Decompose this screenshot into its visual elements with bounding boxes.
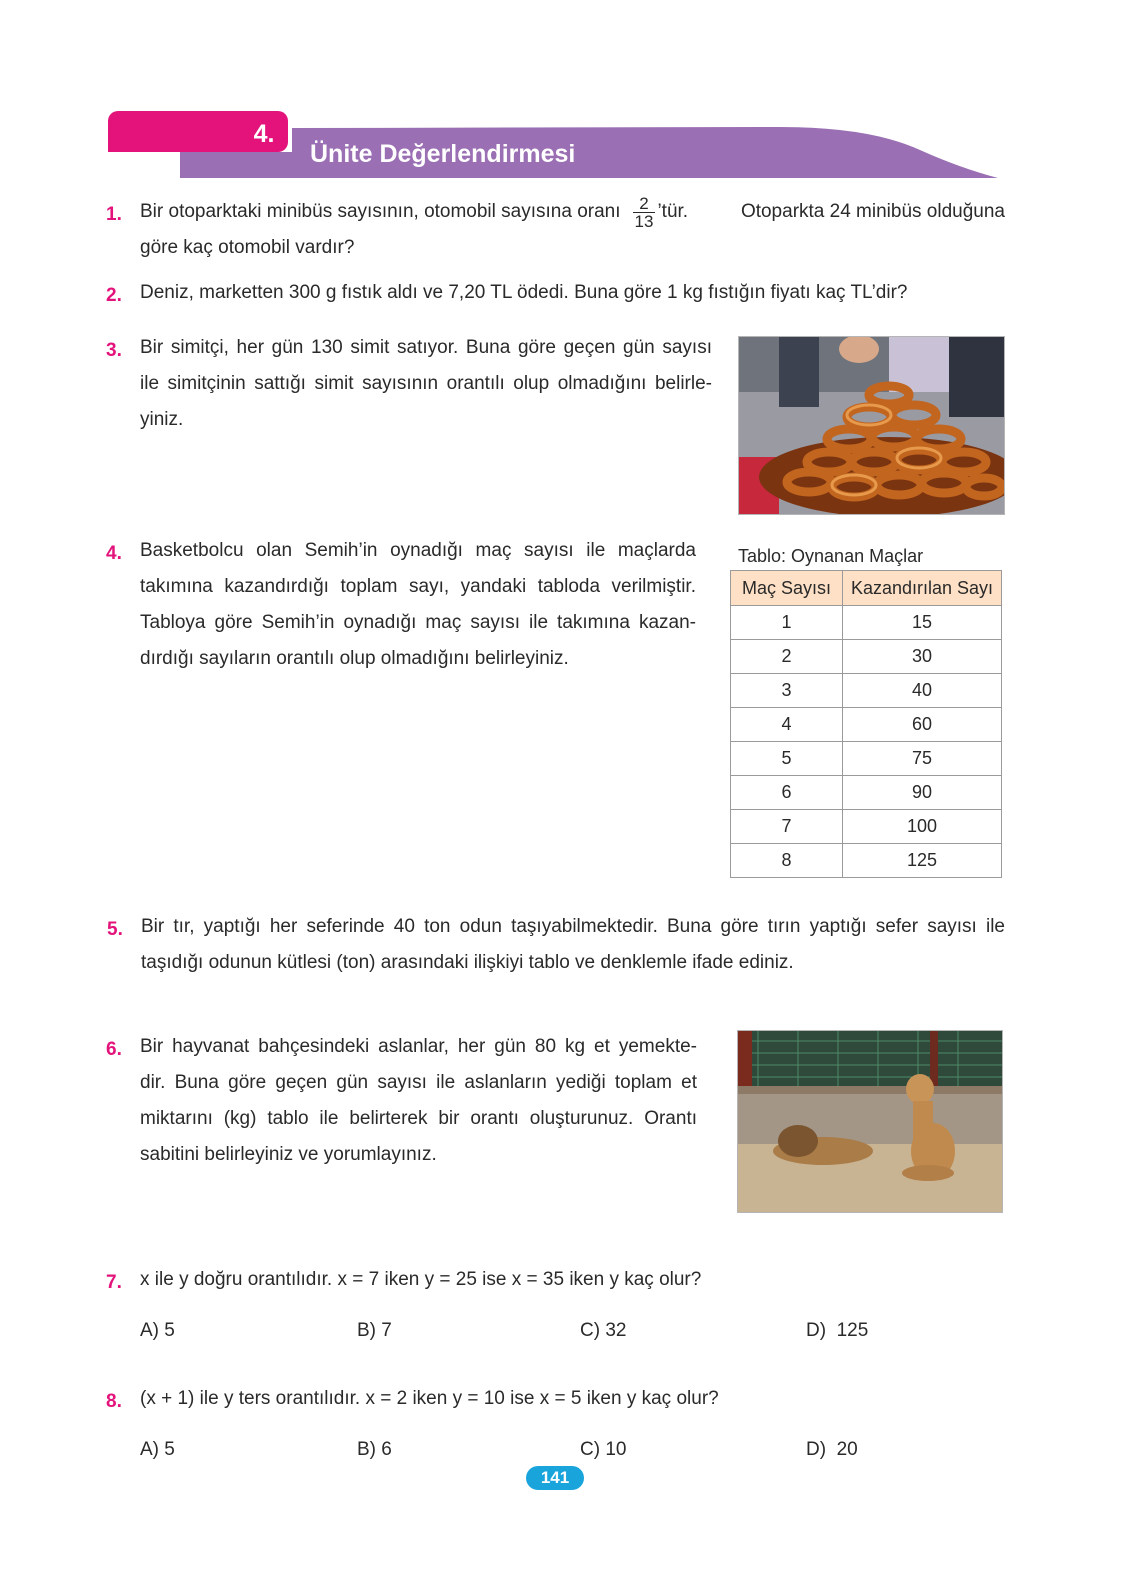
question-4-line-2: takımına kazandırdığı toplam sayı, yandaki tabloda verilmiştir. bbox=[140, 576, 696, 597]
table-cell: 75 bbox=[843, 742, 1002, 776]
question-4-line-1: Basketbolcu olan Semih’in oynadığı maç sayısı ile maçlarda bbox=[140, 540, 696, 561]
table-row bbox=[731, 742, 1002, 776]
table-cell: 100 bbox=[843, 810, 1002, 844]
q7-option-c[interactable]: C) 32 bbox=[580, 1320, 627, 1341]
question-6-line-4: sabitini belirleyiniz ve yorumlayınız. bbox=[140, 1144, 437, 1165]
table-cell: 3 bbox=[731, 674, 843, 708]
table-row bbox=[731, 776, 1002, 810]
table-cell: 2 bbox=[731, 640, 843, 674]
unit-title: Ünite Değerlendirmesi bbox=[310, 140, 576, 168]
table-cell: 40 bbox=[843, 674, 1002, 708]
q7-option-a[interactable]: A) 5 bbox=[140, 1320, 175, 1341]
table-cell: 4 bbox=[731, 708, 843, 742]
question-1-text-start: Bir otoparktaki minibüs sayısının, otomobil sayısına oranı bbox=[140, 201, 621, 222]
question-1-text-end: Otoparkta 24 minibüs olduğuna bbox=[740, 201, 1005, 222]
question-3-line-1: Bir simitçi, her gün 130 simit satıyor. Buna göre geçen gün sayısı bbox=[140, 337, 712, 358]
table-cell: 8 bbox=[731, 844, 843, 878]
lions-photo bbox=[737, 1030, 1003, 1213]
question-2-number: 2. bbox=[106, 285, 122, 306]
q7-option-b[interactable]: B) 7 bbox=[357, 1320, 392, 1341]
unit-number: 4. bbox=[253, 120, 275, 148]
question-4-number: 4. bbox=[106, 543, 122, 564]
page-number: 141 bbox=[526, 1466, 584, 1490]
ratio-fraction bbox=[633, 195, 656, 230]
question-2-text: Deniz, marketten 300 g fıstık aldı ve 7,20 TL ödedi. Buna göre 1 kg fıstığın fiyatı kaç TL’dir? bbox=[140, 282, 908, 303]
question-5-line-1: Bir tır, yaptığı her seferinde 40 ton odun taşıyabilmektedir. Buna göre tırın yaptığı sefer sayısı ile bbox=[141, 916, 1005, 937]
table-cell: 5 bbox=[731, 742, 843, 776]
q8-option-c[interactable]: C) 10 bbox=[580, 1439, 627, 1460]
table-header-row bbox=[731, 571, 1002, 606]
q7-option-d[interactable]: D) 125 bbox=[806, 1320, 869, 1341]
table-cell: 1 bbox=[731, 606, 843, 640]
question-5-number: 5. bbox=[107, 919, 123, 940]
fraction-numerator: 2 bbox=[633, 195, 656, 213]
table-cell: 30 bbox=[843, 640, 1002, 674]
table-cell: 7 bbox=[731, 810, 843, 844]
q8-option-d[interactable]: D) 20 bbox=[806, 1439, 858, 1460]
question-7-number: 7. bbox=[106, 1272, 122, 1293]
question-5-line-2: taşıdığı odunun kütlesi (ton) arasındaki ilişkiyi tablo ve denklemle ifade ediniz. bbox=[141, 952, 794, 973]
simit-photo bbox=[738, 336, 1005, 515]
header-kazandirilan-sayi: Kazandırılan Sayı bbox=[843, 571, 1002, 606]
table-caption: Tablo: Oynanan Maçlar bbox=[738, 546, 924, 566]
table-row bbox=[731, 708, 1002, 742]
question-4-line-3: Tabloya göre Semih’in oynadığı maç sayısı ile takımına kazan- bbox=[140, 612, 696, 633]
unit-banner bbox=[0, 0, 1123, 200]
table-row bbox=[731, 606, 1002, 640]
question-6-number: 6. bbox=[106, 1039, 122, 1060]
matches-table bbox=[730, 570, 1002, 878]
table-cell: 6 bbox=[731, 776, 843, 810]
question-3-line-2: ile simitçinin sattığı simit sayısının orantılı olup olmadığını belirle- bbox=[140, 373, 712, 394]
question-3-line-3: yiniz. bbox=[140, 409, 184, 430]
q8-option-a[interactable]: A) 5 bbox=[140, 1439, 175, 1460]
question-8-number: 8. bbox=[106, 1391, 122, 1412]
table-cell: 125 bbox=[843, 844, 1002, 878]
question-6-line-1: Bir hayvanat bahçesindeki aslanlar, her gün 80 kg et yemekte- bbox=[140, 1036, 697, 1057]
question-1-line-1 bbox=[140, 194, 1005, 230]
table-row bbox=[731, 640, 1002, 674]
q8-option-b[interactable]: B) 6 bbox=[357, 1439, 392, 1460]
question-7-text: x ile y doğru orantılıdır. x = 7 iken y = 25 ise x = 35 iken y kaç olur? bbox=[140, 1269, 702, 1290]
question-1-text-suffix: ’tür. bbox=[657, 201, 689, 222]
question-3-number: 3. bbox=[106, 340, 122, 361]
table-row bbox=[731, 810, 1002, 844]
question-1-line-2: göre kaç otomobil vardır? bbox=[140, 237, 355, 258]
header-mac-sayisi: Maç Sayısı bbox=[731, 571, 843, 606]
question-6-line-3: miktarını (kg) tablo ile belirterek bir orantı oluşturunuz. Orantı bbox=[140, 1108, 697, 1129]
table-cell: 15 bbox=[843, 606, 1002, 640]
table-row bbox=[731, 844, 1002, 878]
table-cell: 90 bbox=[843, 776, 1002, 810]
table-cell: 60 bbox=[843, 708, 1002, 742]
title-bar bbox=[180, 127, 998, 178]
question-6-line-2: dir. Buna göre geçen gün sayısı ile aslanların yediği toplam et bbox=[140, 1072, 697, 1093]
question-8-text: (x + 1) ile y ters orantılıdır. x = 2 iken y = 10 ise x = 5 iken y kaç olur? bbox=[140, 1388, 719, 1409]
table-row bbox=[731, 674, 1002, 708]
fraction-denominator: 13 bbox=[634, 211, 654, 231]
question-4-line-4: dırdığı sayıların orantılı olup olmadığını belirleyiniz. bbox=[140, 648, 569, 669]
question-1-number: 1. bbox=[106, 204, 122, 225]
